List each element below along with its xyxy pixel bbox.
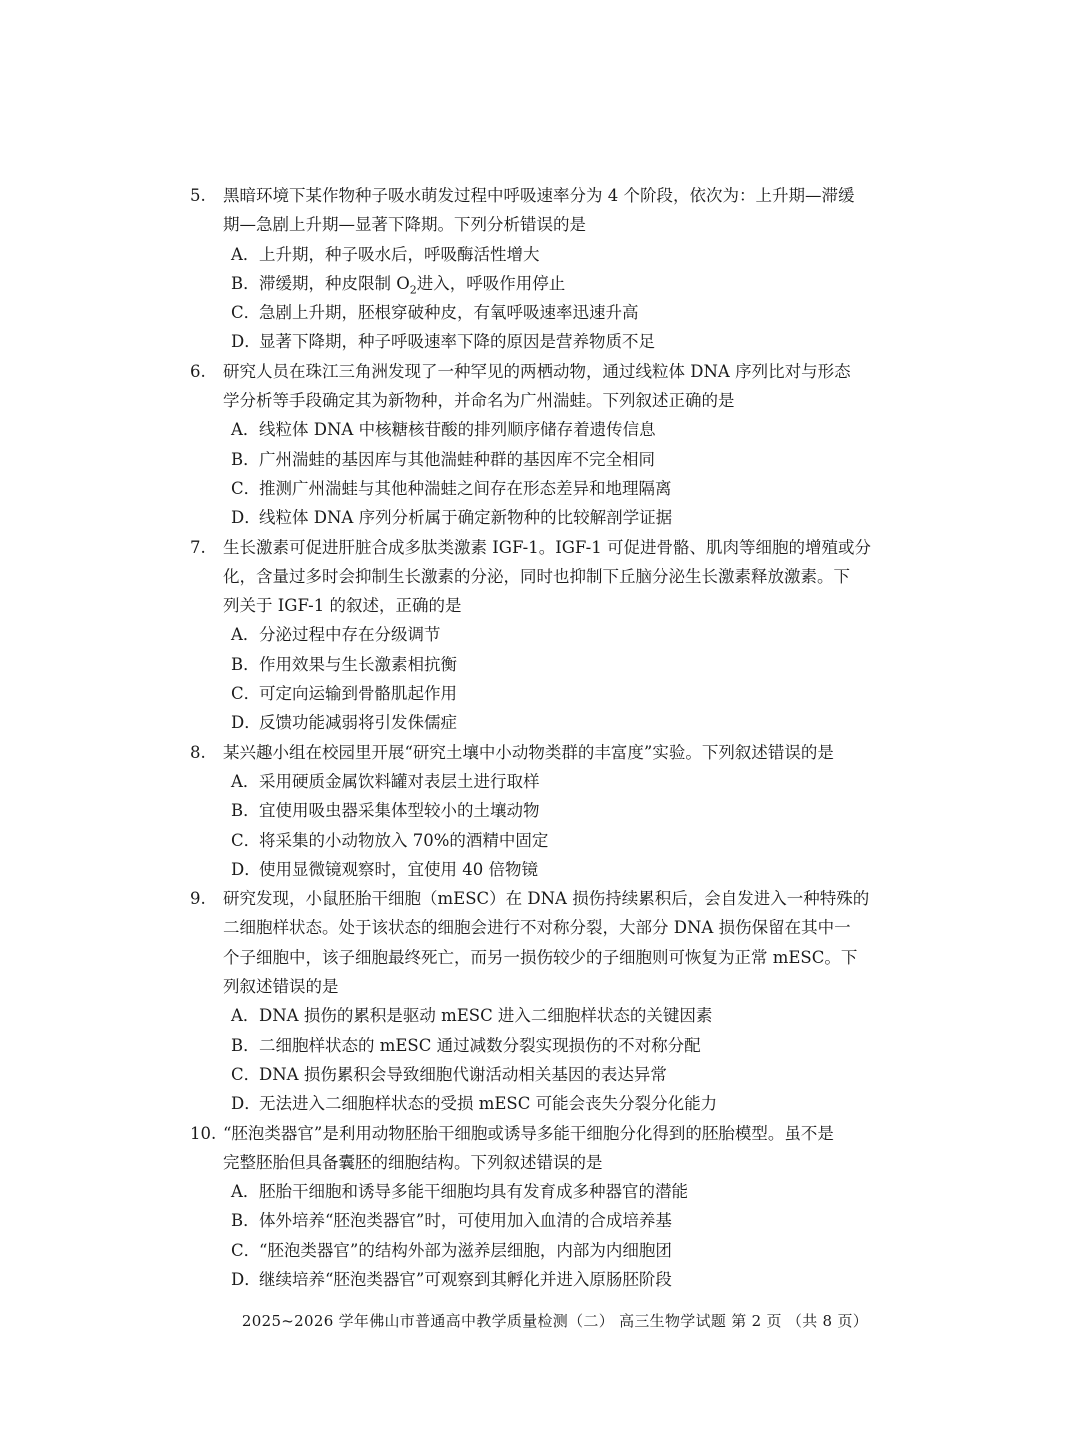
option-a: A．采用硬质金属饮料罐对表层土进行取样 [231,771,540,791]
question-stem-line: 学分析等手段确定其为新物种，并命名为广州湍蛙。下列叙述正确的是 [223,391,735,411]
question-8 [190,738,900,884]
option-b: B．二细胞样状态的 mESC 通过减数分裂实现损伤的不对称分配 [231,1035,701,1055]
option-a: A．DNA 损伤的累积是驱动 mESC 进入二细胞样状态的关键因素 [231,1006,713,1026]
question-stem-line: 化，含量过多时会抑制生长激素的分泌，同时也抑制下丘脑分泌生长激素释放激素。下 [223,566,850,586]
question-number: 5. [190,186,206,205]
option-c: C．将采集的小动物放入 70%的酒精中固定 [231,830,549,850]
question-stem-line: 6. 研究人员在珠江三角洲发现了一种罕见的两栖动物，通过线粒体 DNA 序列比对与形态 [190,357,900,386]
question-7 [190,533,900,738]
option-a: A．线粒体 DNA 中核糖核苷酸的排列顺序储存着遗传信息 [231,420,656,440]
option-d: D．显著下降期，种子呼吸速率下降的原因是营养物质不足 [231,332,655,352]
question-5 [190,181,900,357]
question-stem-line: 10. “胚泡类器官”是利用动物胚胎干细胞或诱导多能干细胞分化得到的胚胎模型。虽不是 [190,1119,900,1148]
option-a: A．分泌过程中存在分级调节 [231,625,441,645]
option-d: D．无法进入二细胞样状态的受损 mESC 可能会丧失分裂分化能力 [231,1094,718,1114]
question-stem-line: 9. 研究发现，小鼠胚胎干细胞（mESC）在 DNA 损伤持续累积后，会自发进入一种特殊的 [190,884,900,913]
option-c: C．急剧上升期，胚根穿破种皮，有氧呼吸速率迅速升高 [231,303,639,323]
question-stem-line: 8. 某兴趣小组在校园里开展“研究土壤中小动物类群的丰富度”实验。下列叙述错误的是 [190,738,900,767]
option-c: C．“胚泡类器官”的结构外部为滋养层细胞，内部为内细胞团 [231,1240,672,1260]
question-6 [190,357,900,533]
option-a: A．上升期，种子吸水后，呼吸酶活性增大 [231,244,540,264]
option-c: C．可定向运输到骨骼肌起作用 [231,684,457,704]
option-d: D．线粒体 DNA 序列分析属于确定新物种的比较解剖学证据 [231,508,673,528]
option-b: B．滞缓期，种皮限制 $O_2$进入，呼吸作用停止 [231,273,566,297]
question-10 [190,1119,900,1295]
option-c: C．DNA 损伤累积会导致细胞代谢活动相关基因的表达异常 [231,1064,667,1084]
option-d: D．反馈功能减弱将引发侏儒症 [231,713,457,733]
option-c: C．推测广州湍蛙与其他种湍蛙之间存在形态差异和地理隔离 [231,478,672,498]
option-b: B．体外培养“胚泡类器官”时，可使用加入血清的合成培养基 [231,1211,672,1231]
question-stem-line: 列关于 IGF-1 的叙述，正确的是 [223,596,462,616]
option-b: B．广州湍蛙的基因库与其他湍蛙种群的基因库不完全相同 [231,449,655,469]
option-d: D．使用显微镜观察时，宜使用 40 倍物镜 [231,859,538,879]
question-number: 7. [190,537,206,557]
question-number: 8. [190,742,206,762]
option-d: D．继续培养“胚泡类器官”可观察到其孵化并进入原肠胚阶段 [231,1269,672,1289]
question-stem-line: 个子细胞中，该子细胞最终死亡，而另一损伤较少的子细胞则可恢复为正常 mESC。下 [223,947,858,967]
question-number: 9. [190,889,206,909]
option-b: B．宜使用吸虫器采集体型较小的土壤动物 [231,801,540,821]
question-number: 10. [190,1123,217,1143]
question-number: 6. [190,361,206,381]
question-stem-line: 期—急剧上升期—显著下降期。下列分析错误的是 [223,215,586,235]
question-list [190,181,900,1294]
option-a: A．胚胎干细胞和诱导多能干细胞均具有发育成多种器官的潜能 [231,1182,688,1202]
question-stem-line: 完整胚胎但具备囊胚的细胞结构。下列叙述错误的是 [223,1152,603,1172]
question-stem-line: 5. 黑暗环境下某作物种子吸水萌发过程中呼吸速率分为 4 个阶段，依次为：上升期—滞缓 [190,181,900,210]
question-stem-line: 7. 生长激素可促进肝脏合成多肽类激素 IGF-1。IGF-1 可促进骨骼、肌肉等细胞的增殖或分 [190,533,900,562]
question-stem-line: 列叙述错误的是 [223,977,339,997]
page-footer: 2025~2026 学年佛山市普通高中教学质量检测（二） 高三生物学试题 第 2 页 （共 8 页） [241,1312,869,1330]
question-stem-line: 二细胞样状态。处于该状态的细胞会进行不对称分裂，大部分 DNA 损伤保留在其中一 [223,918,851,938]
question-9 [190,884,900,1118]
option-b: B．作用效果与生长激素相抗衡 [231,654,457,674]
